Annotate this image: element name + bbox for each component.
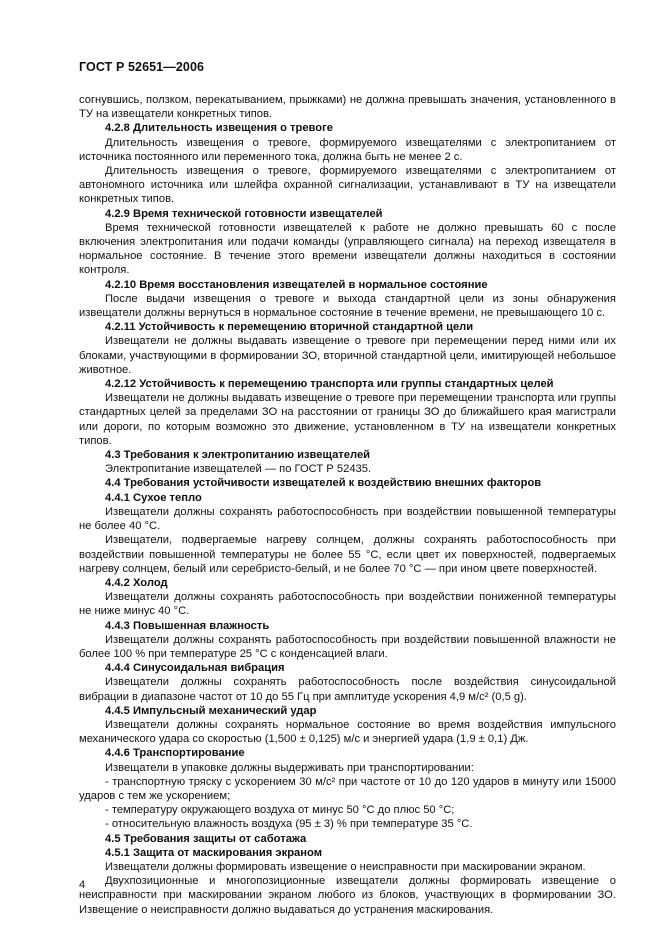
section-heading: 4.5.1 Защита от маскирования экраном [105, 846, 322, 859]
section-heading: 4.2.8 Длительность извещения о тревоге [105, 122, 334, 135]
section-heading: 4.2.12 Устойчивость к перемещению транспорта или группы стандартных целей [105, 378, 554, 391]
section-heading: 4.2.9 Время технической готовности извещателей [105, 207, 383, 220]
paragraph: Время технической готовности извещателей к работе не должно превышать 60 с после включения электропитания или подачи команды (управляющего сигнала) на переход извещателя в нормальное состояние. В течение этого времени извещатели должны находиться в состоянии контроля. [79, 221, 616, 277]
page-number: 4 [79, 879, 86, 891]
list-item: - относительную влажность воздуха (95 ± 3) % при температуре 35 °С. [105, 818, 473, 831]
paragraph: Извещатели должны сохранять работоспособность при воздействии повышенной температуры не более 40 °С. [79, 505, 616, 533]
list-item: - температуру окружающего воздуха от минус 50 °С до плюс 50 °С; [105, 804, 455, 817]
paragraph: Длительность извещения о тревоге, формируемого извещателями с электропитанием от автономного источника или шлейфа охранной сигнализации, устанавливают в ТУ на извещатели конкретных типов. [79, 165, 616, 206]
paragraph: Электропитание извещателей — по ГОСТ Р 52435. [105, 463, 372, 476]
section-heading: 4.4.5 Импульсный механический удар [105, 704, 317, 717]
paragraph: Извещатели должны сохранять нормальное состояние во время воздействия импульсного механического удара со скоростью (1,500 ± 0,125) м/с и энергией удара (1,9 ± 0,1) Дж. [79, 718, 616, 746]
section-heading: 4.4.1 Сухое тепло [105, 491, 202, 504]
section-heading: 4.2.11 Устойчивость к перемещению вторичной стандартной цели [105, 321, 474, 334]
paragraph: Двухпозиционные и многопозиционные извещатели должны формировать извещение о неисправности при маскировании экраном любого из блоков, участвующих в формировании ЗО. Извещение о неисправности должно выдаваться до устранения маскирования. [79, 875, 616, 916]
paragraph: - транспортную тряску с ускорением 30 м/с² при частоте от 10 до 120 ударов в минуту или 15000 ударов с тем же ускорением; [79, 775, 616, 802]
paragraph: Извещатели должны формировать извещение о неисправности при маскировании экраном. [105, 860, 586, 873]
section-heading: 4.4.2 Холод [105, 576, 168, 589]
paragraph: Извещатели, подвергаемые нагреву солнцем, должны сохранять работоспособность при воздействии повышенной температуры не более 55 °С, если цвет их поверхностей, подвергаемых нагреву солнцем, белый или серебристо-белый, и не более 70 °С — при ином цвете поверхностей. [79, 534, 616, 575]
section-heading: 4.3 Требования к электропитанию извещателей [105, 449, 371, 462]
section-heading: 4.4 Требования устойчивости извещателей к воздействию внешних факторов [105, 477, 542, 490]
section-heading: 4.2.10 Время восстановления извещателей в нормальное состояние [105, 278, 488, 291]
section-heading: 4.4.6 Транспортирование [105, 747, 245, 760]
paragraph: согнувшись, ползком, перекатыванием, прыжками) не должна превышать значения, установленного в ТУ на извещатели конкретных типов. [79, 94, 616, 121]
section-heading: 4.4.3 Повышенная влажность [105, 619, 270, 632]
paragraph: Длительность извещения о тревоге, формируемого извещателями с электропитанием от источника постоянного или переменного тока, должна быть не менее 2 с. [79, 136, 616, 163]
document-header: ГОСТ Р 52651—2006 [79, 60, 205, 74]
paragraph: Извещатели должны сохранять работоспособность при воздействии пониженной температуры не ниже минус 40 °С. [79, 591, 616, 618]
paragraph: Извещатели должны сохранять работоспособность при воздействии повышенной влажности не более 100 % при температуре 25 °С с конденсацией влаги. [79, 633, 616, 660]
paragraph: Извещатели не должны выдавать извещение о тревоге при перемещении перед ними или их блоками, участвующими в формировании ЗО, вторичной стандартной цели, имитирующей небольшое животное. [79, 335, 616, 376]
paragraph: Извещатели в упаковке должны выдерживать при транспортировании: [105, 761, 474, 774]
paragraph: Извещатели должны сохранять работоспособность после воздействия синусоидальной вибрации в диапазоне частот от 10 до 55 Гц при амплитуде ускорения 4,9 м/с² (0,5 g). [79, 676, 616, 703]
section-heading: 4.5 Требования защиты от саботажа [105, 832, 307, 845]
paragraph: После выдачи извещения о тревоге и выхода стандартной цели из зоны обнаружения извещатели должны вернуться в нормальное состояние в течение времени, не превышающего 10 с. [79, 292, 616, 320]
section-heading: 4.4.4 Синусоидальная вибрация [105, 662, 285, 675]
paragraph: Извещатели не должны выдавать извещение о тревоге при перемещении транспорта или группы стандартных целей за пределами ЗО на расстоянии от границы ЗО до ближайшего края магистрали или дороги, по которым возможно это движение, установленном в ТУ на извещатели конкретных типов. [79, 392, 616, 447]
document-body [79, 93, 616, 917]
